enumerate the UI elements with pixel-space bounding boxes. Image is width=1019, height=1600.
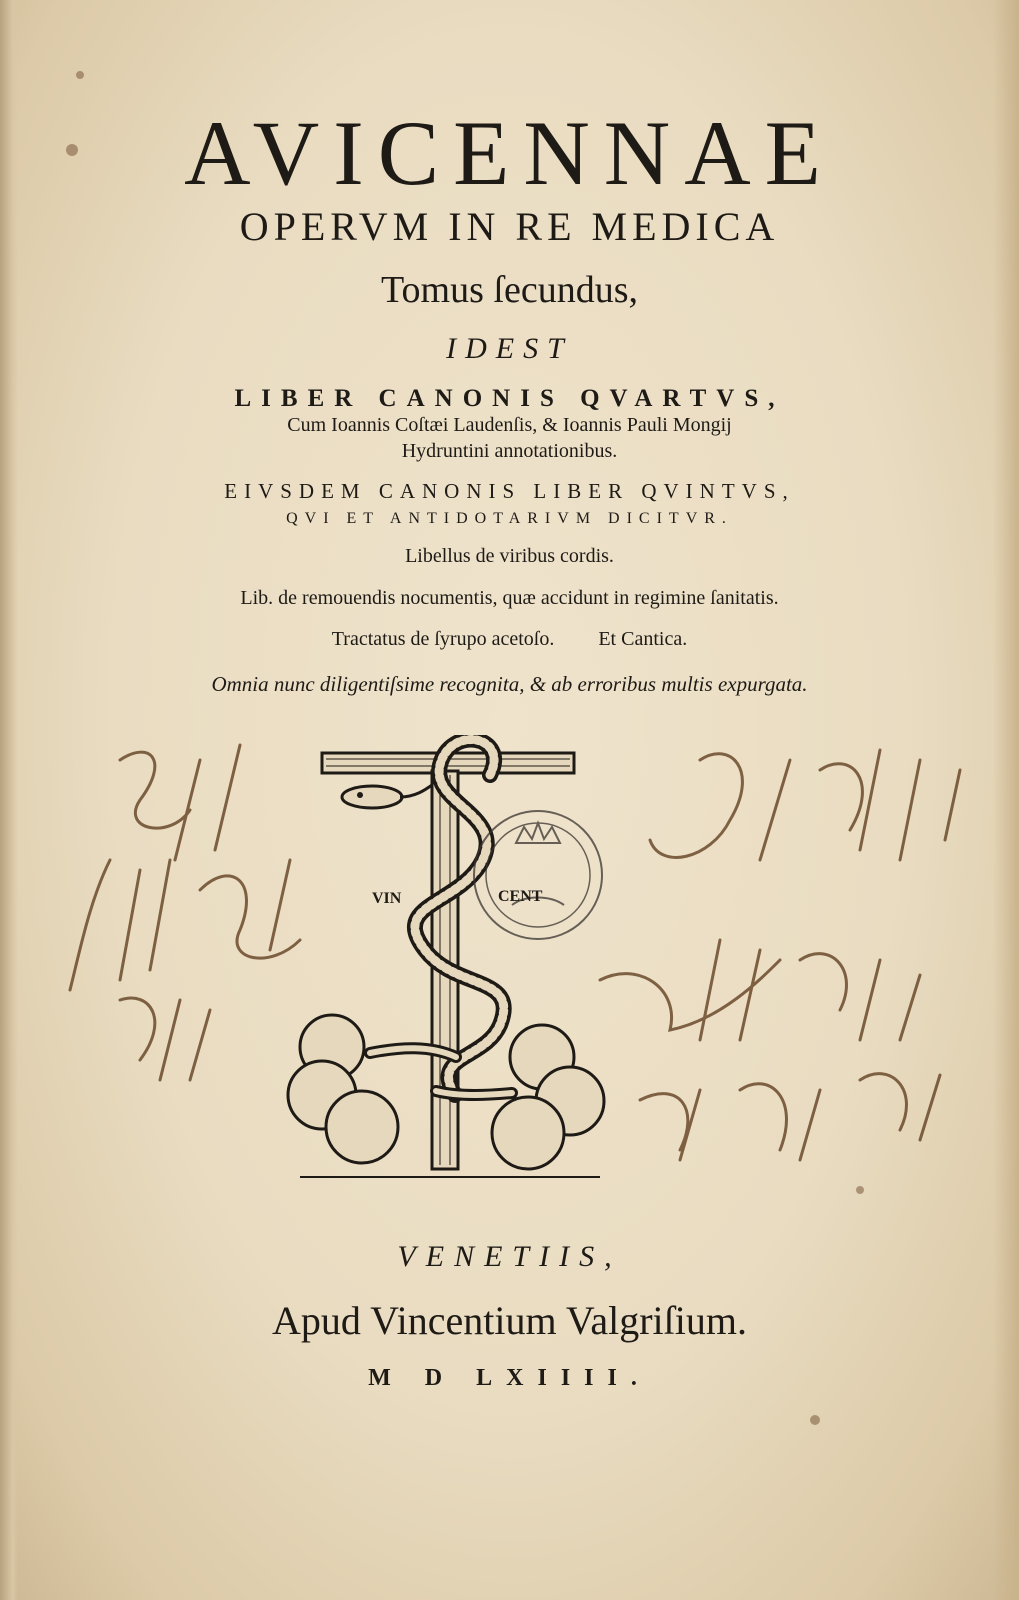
year-line: M D LXIIII.: [368, 1365, 651, 1391]
cantica-text: Et Cantica.: [598, 628, 688, 650]
remouendis-line: Lib. de remouendis nocumentis, quæ accidunt in regimine ſanitatis.: [240, 587, 779, 609]
stamp-text-left: VIN: [372, 890, 402, 907]
antidotarium-line: QVI ET ANTIDOTARIVM DICITVR.: [286, 510, 733, 527]
serpent-head: [342, 786, 402, 808]
right-cloud-hand: [436, 1025, 604, 1169]
omnia-line: Omnia nunc diligentiſsime recognita, & ab erroribus multis expurgata.: [211, 672, 808, 696]
annotations-line-1: Cum Ioannis Coſtæi Laudenſis, & Ioannis Pauli Mongij: [287, 414, 732, 436]
idest-line: IDEST: [446, 332, 573, 365]
tractatus-cantica-line: [0, 628, 1019, 651]
tractatus-text: Tractatus de ſyrupo acetoſo.: [331, 628, 555, 650]
volume-line: Tomus ſecundus,: [381, 269, 638, 311]
printers-device-woodcut: [280, 735, 620, 1195]
liber-quintus-line: EIVSDEM CANONIS LIBER QVINTVS,: [224, 479, 795, 503]
place-line: VENETIIS,: [397, 1240, 622, 1273]
subtitle: OPERVM IN RE MEDICA: [239, 204, 780, 249]
publisher-line: Apud Vincentium Valgriſium.: [272, 1298, 747, 1343]
stamp-text-right: CENT: [498, 888, 543, 905]
liber-quartus-line: LIBER CANONIS QVARTVS,: [234, 385, 785, 412]
main-title: AVICENNAE: [184, 102, 835, 204]
library-stamp: [474, 811, 602, 939]
libellus-line: Libellus de viribus cordis.: [405, 545, 614, 567]
annotations-line-2: Hydruntini annotationibus.: [401, 440, 618, 462]
